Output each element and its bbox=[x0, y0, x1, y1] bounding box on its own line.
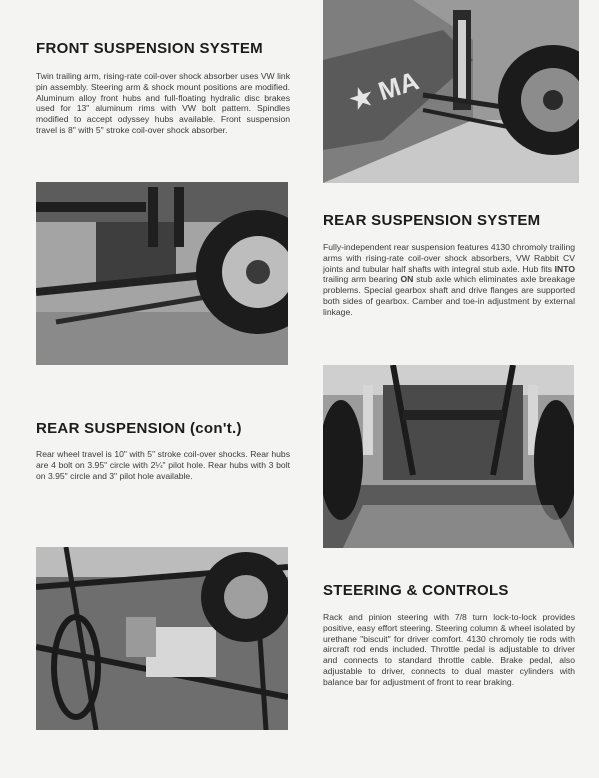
steering-controls-photo-image bbox=[36, 547, 288, 730]
steering-controls-section bbox=[323, 582, 575, 688]
rear-suspension-photo-image bbox=[36, 182, 288, 365]
rear-view-photo bbox=[323, 365, 574, 548]
rear-view-photo-image bbox=[323, 365, 574, 548]
steering-controls-title: STEERING & CONTROLS bbox=[323, 582, 509, 599]
rear-suspension-body-part-1: Fully-independent rear suspension features 4130 chromoly trailing arms with rising-rate coil-over shock absorbers, VW Rabbit CV joints and tubular half shafts with integral stub axle. Hub fits bbox=[323, 242, 575, 274]
steering-controls-photo bbox=[36, 547, 288, 730]
rear-suspension-cont-title: REAR SUSPENSION (con't.) bbox=[36, 420, 242, 437]
front-suspension-section bbox=[36, 40, 290, 136]
front-suspension-body: Twin trailing arm, rising-rate coil-over shock absorber uses VW link pin assembly. Steering arm & shock mount positions are modified. Aluminum alloy front hubs and full-floating hydralic disc brakes used for 13" aluminum rims with VW bolt pattern. Spindles modified to accept odyssey hubs available. Front suspension travel is 8" with 5" stroke coil-over shock absorber. bbox=[36, 71, 290, 135]
rear-suspension-body-part-2: trailing arm bearing bbox=[323, 274, 401, 285]
rear-suspension-body bbox=[323, 242, 575, 318]
rear-suspension-cont-section bbox=[36, 420, 290, 481]
front-suspension-photo bbox=[323, 0, 579, 183]
rear-suspension-photo bbox=[36, 182, 288, 365]
svg-text:★ MA: ★ MA bbox=[345, 65, 423, 116]
front-suspension-title: FRONT SUSPENSION SYSTEM bbox=[36, 40, 263, 57]
rear-suspension-section bbox=[323, 212, 575, 318]
steering-controls-body: Rack and pinion steering with 7/8 turn lock-to-lock provides positive, easy effort steering. Steering column & wheel isolated by urethane "biscuit" for driver comfort. 4130 chromoly tie rods with aircraft rod ends included. Throttle pedal is adjustable to driver and connects to standard throttle cable. Brake pedal, also adjustable to driver, connects to dual master cylinders with balance bar for adjustment of front to rear braking. bbox=[323, 612, 575, 687]
front-suspension-photo-image bbox=[323, 0, 579, 183]
rear-suspension-body-on: ON bbox=[400, 274, 414, 285]
rear-suspension-title: REAR SUSPENSION SYSTEM bbox=[323, 212, 541, 229]
rear-suspension-body-part-3: stub axle which eliminates axle breakage problems. Special gearbox shaft and drive flanges are supported both sides of gearbox. Camber and toe-in adjustment by external linkage. bbox=[323, 274, 575, 317]
rear-suspension-cont-body: Rear wheel travel is 10" with 5" stroke coil-over shocks. Rear hubs are 4 bolt on 3.95" circle with 2¼" pilot hole. Rear hubs with 3 bolt on 3.95" circle and 3" pilot hole available. bbox=[36, 449, 290, 481]
rear-suspension-body-into: INTO bbox=[554, 263, 575, 274]
